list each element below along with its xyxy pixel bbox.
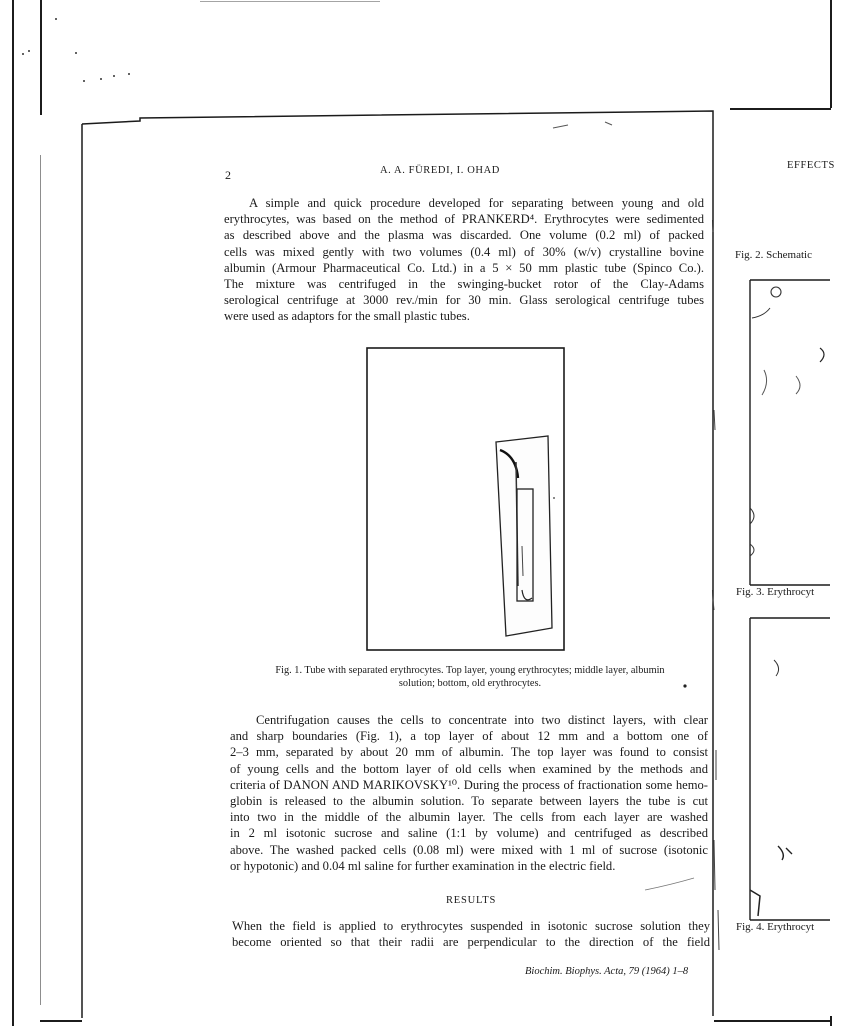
adjacent-fig4-label: Fig. 4. Erythrocyt [736,921,815,933]
caption-line: Fig. 1. Tube with separated erythrocytes. Top layer, young erythrocytes; middle layer, albumin [275,665,665,676]
text-line: The mixture was centrifuged in the swinging-bucket rotor of the Clay-Adams [224,277,704,292]
running-head: A. A. FÜREDI, I. OHAD [380,165,500,176]
text-line: Centrifugation causes the cells to concentrate into two distinct layers, with clear [256,713,708,727]
text-line: of young cells and the bottom layer of old cells when examined by the methods and [230,761,708,776]
figure-1-tube-photo [366,346,566,652]
text-line: in 2 ml isotonic sucrose and saline (1:1 by volume) and centrifuged as described [230,826,708,841]
text-line: globin is released to the albumin solution. To separate between layers the tube is cut [230,794,708,809]
paragraph-results [232,918,710,950]
text-line: and sharp boundaries (Fig. 1), a top layer of about 12 mm and a bottom one of [230,729,708,744]
figure-1-caption [229,664,711,690]
text-line: become oriented so that their radii are perpendicular to the direction of the field [232,935,710,950]
text-line: were used as adaptors for the small plastic tubes. [224,309,470,324]
adjacent-fig3-label: Fig. 3. Erythrocyt [736,586,815,598]
caption-line: solution; bottom, old erythrocytes. [398,678,542,689]
section-heading-results: RESULTS [446,895,497,906]
text-line: criteria of DANON AND MARIKOVSKY¹⁰. During the process of fractionation some hemo- [230,777,708,792]
text-line: cells was mixed gently with two volumes (0.4 ml) of 30% (w/v) crystalline bovine [224,244,704,259]
paragraph-method [224,195,704,325]
text-line: When the field is applied to erythrocytes suspended in isotonic sucrose solution they [232,919,710,933]
adjacent-page-figures [712,190,832,950]
adjacent-fig2-label: Fig. 2. Schematic [735,249,812,261]
text-line: erythrocytes, was based on the method of PRANKERD⁴. Erythrocytes were sedimented [224,212,704,227]
text-line: 2–3 mm, separated by about 20 mm of albumin. The top layer was found to consist [230,745,708,760]
page-number: 2 [225,168,231,182]
paragraph-centrifugation [230,712,708,874]
text-line: or hypotonic) and 0.04 ml saline for further examination in the electric field. [230,858,616,873]
text-line: A simple and quick procedure developed for separating between young and old [249,196,704,210]
text-line: as described above and the plasma was discarded. One volume (0.2 ml) of packed [224,228,704,243]
adjacent-running-head: EFFECTS [787,160,835,171]
text-line: serological centrifuge at 3000 rev./min for 30 min. Glass serological centrifuge tubes [224,293,704,308]
journal-citation: Biochim. Biophys. Acta, 79 (1964) 1–8 [525,966,689,977]
text-line: above. The washed packed cells (0.08 ml) were mixed with 1 ml of sucrose (isotonic [230,842,708,857]
text-line: into two in the middle of the albumin layer. The cells from each layer are washed [230,810,708,825]
text-line: albumin (Armour Pharmaceutical Co. Ltd.) in a 5 × 50 mm plastic tube (Spinco Co.). [224,260,704,275]
